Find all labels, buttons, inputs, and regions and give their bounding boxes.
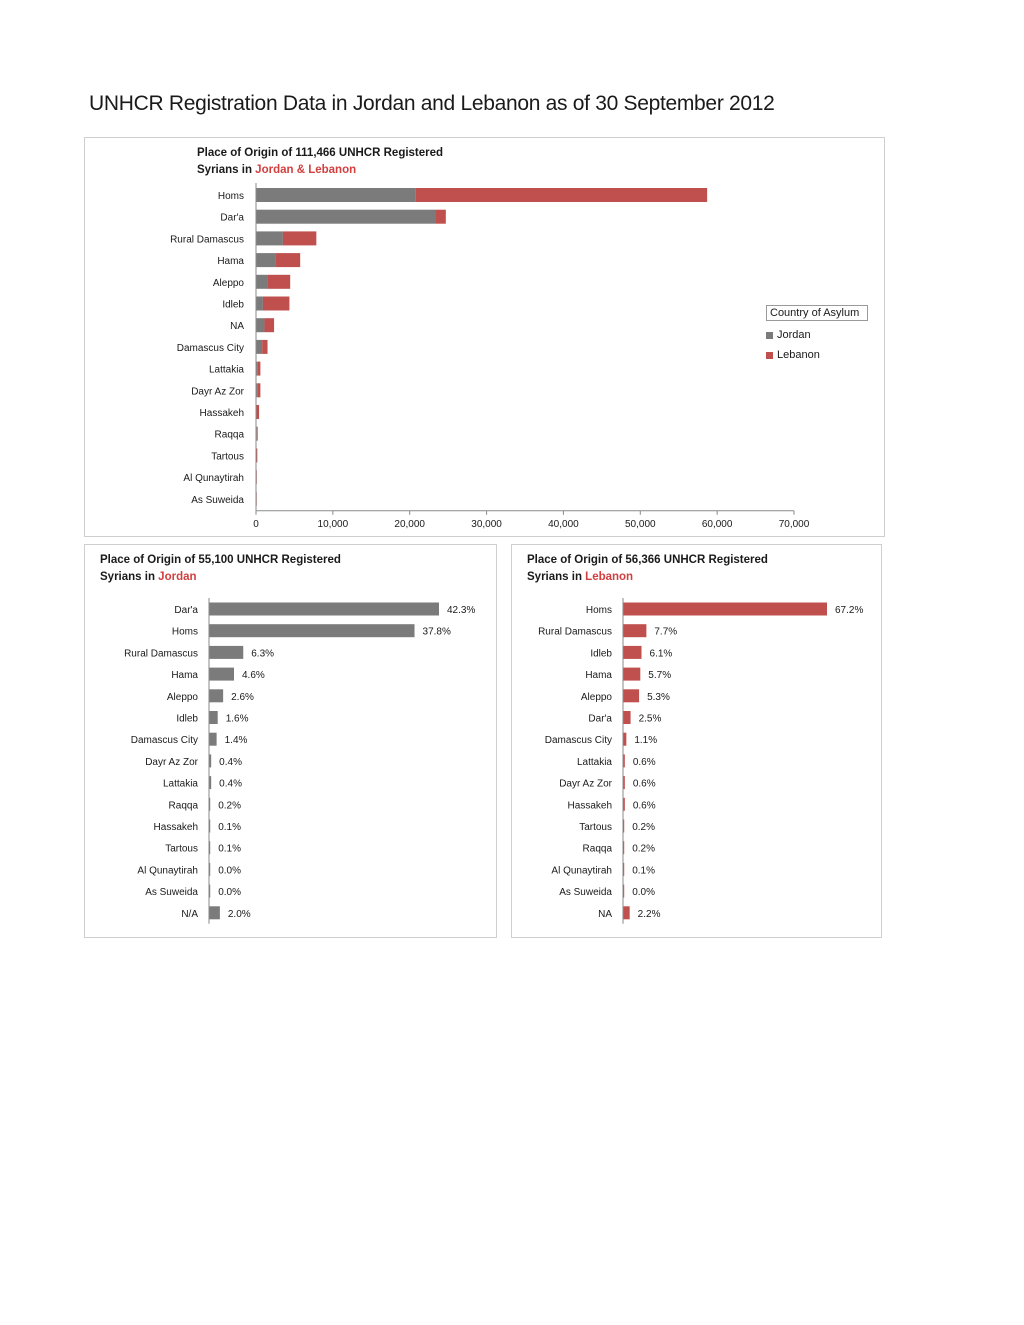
lebanon-category-label-al-qunaytirah: Al Qunaytirah	[551, 865, 612, 877]
jordan-data-label-rural-damascus: 6.3%	[251, 648, 275, 660]
lebanon-bar-dar-a	[623, 711, 631, 724]
jordan-data-label-n-a: 2.0%	[227, 908, 251, 920]
lebanon-category-label-rural-damascus: Rural Damascus	[538, 626, 612, 638]
combined-title-highlight: Jordan & Lebanon	[255, 164, 357, 176]
jordan-category-label-damascus-city: Damascus City	[130, 735, 198, 747]
bar-lebanon-na	[264, 318, 274, 332]
jordan-category-label-homs: Homs	[171, 626, 198, 638]
lebanon-data-label-al-qunaytirah: 0.1%	[632, 865, 655, 877]
lebanon-data-label-idleb: 6.1%	[649, 648, 673, 660]
bar-lebanon-aleppo	[267, 275, 290, 289]
x-tick-label-0: 0	[253, 518, 259, 530]
jordan-bar-hama	[209, 668, 234, 681]
lebanon-data-label-hassakeh: 0.6%	[632, 800, 656, 812]
jordan-data-label-dar-a: 42.3%	[447, 605, 476, 616]
jordan-category-label-dayr-az-zor: Dayr Az Zor	[145, 756, 198, 768]
jordan-category-label-tartous: Tartous	[165, 843, 198, 855]
lebanon-category-label-damascus-city: Damascus City	[544, 735, 612, 747]
category-label-hama: Hama	[217, 256, 244, 268]
x-tick-label-2: 20,000	[394, 518, 426, 530]
jordan-data-label-idleb: 1.6%	[225, 713, 249, 725]
lebanon-bar-hama	[623, 668, 640, 681]
lebanon-bar-damascus-city	[623, 733, 626, 746]
legend-item-lebanon	[766, 349, 868, 361]
x-tick-label-3: 30,000	[471, 518, 502, 530]
bar-lebanon-homs	[416, 188, 707, 202]
jordan-data-label-as-suweida: 0.0%	[218, 887, 241, 899]
bar-lebanon-lattakia	[258, 362, 261, 376]
jordan-category-label-hama: Hama	[171, 670, 198, 682]
x-tick-label-7: 70,000	[778, 518, 810, 530]
legend-label-jordan: Jordan	[777, 329, 811, 341]
lebanon-data-label-raqqa: 0.2%	[632, 843, 655, 855]
lebanon-category-label-lattakia: Lattakia	[576, 756, 612, 768]
jordan-data-label-hassakeh: 0.1%	[218, 822, 241, 833]
lebanon-data-label-rural-damascus: 7.7%	[654, 626, 678, 638]
jordan-title-highlight: Jordan	[158, 571, 197, 583]
lebanon-data-label-tartous: 0.2%	[632, 822, 655, 833]
jordan-data-label-hama: 4.6%	[242, 670, 265, 682]
lebanon-data-label-hama: 5.7%	[648, 670, 672, 682]
lebanon-data-label-lattakia: 0.6%	[632, 756, 656, 768]
jordan-bar-chart	[85, 545, 496, 937]
page-title: UNHCR Registration Data in Jordan and Lebanon as of 30 September 2012	[89, 92, 775, 115]
category-label-rural-damascus: Rural Damascus	[170, 234, 244, 246]
jordan-chart-panel	[84, 544, 497, 938]
jordan-category-label-aleppo: Aleppo	[166, 691, 198, 703]
category-label-damascus-city: Damascus City	[176, 342, 244, 354]
lebanon-data-label-na: 2.2%	[637, 908, 661, 920]
jordan-category-label-rural-damascus: Rural Damascus	[124, 648, 198, 660]
legend-swatch-jordan	[766, 332, 773, 339]
lebanon-bar-homs	[623, 603, 827, 616]
lebanon-category-label-as-suweida: As Suweida	[559, 887, 612, 899]
lebanon-bar-rural-damascus	[623, 624, 646, 637]
lebanon-title-line1: Place of Origin of 56,366 UNHCR Registered	[527, 554, 768, 566]
category-label-dar-a: Dar'a	[220, 212, 244, 224]
legend-swatch-lebanon	[766, 352, 773, 359]
jordan-category-label-al-qunaytirah: Al Qunaytirah	[137, 865, 198, 877]
x-tick-label-5: 50,000	[624, 518, 656, 530]
jordan-bar-idleb	[209, 711, 218, 724]
lebanon-data-label-dar-a: 2.5%	[638, 713, 662, 725]
bar-lebanon-hama	[276, 253, 301, 267]
bar-lebanon-dar-a	[435, 210, 446, 224]
lebanon-category-label-na: NA	[598, 908, 612, 920]
x-tick-label-1: 10,000	[317, 518, 349, 530]
jordan-data-label-damascus-city: 1.4%	[224, 735, 248, 747]
bar-lebanon-dayr-az-zor	[258, 383, 261, 397]
bar-jordan-aleppo	[256, 275, 267, 289]
bar-jordan-homs	[256, 188, 416, 202]
lebanon-category-label-hama: Hama	[585, 670, 612, 682]
bar-lebanon-idleb	[263, 297, 290, 311]
lebanon-title-highlight: Lebanon	[585, 571, 634, 583]
jordan-bar-homs	[209, 624, 415, 637]
lebanon-data-label-as-suweida: 0.0%	[632, 887, 655, 899]
lebanon-category-label-raqqa: Raqqa	[582, 843, 612, 855]
jordan-category-label-dar-a: Dar'a	[174, 605, 198, 616]
category-label-tartous: Tartous	[211, 451, 244, 463]
lebanon-category-label-hassakeh: Hassakeh	[567, 800, 612, 812]
category-label-aleppo: Aleppo	[212, 277, 244, 289]
lebanon-bar-chart	[512, 545, 881, 937]
jordan-bar-rural-damascus	[209, 646, 243, 659]
lebanon-data-label-homs: 67.2%	[835, 605, 864, 616]
lebanon-title-prefix: Syrians in	[527, 571, 586, 583]
lebanon-category-label-aleppo: Aleppo	[580, 691, 612, 703]
bar-lebanon-hassakeh	[256, 405, 259, 419]
bar-jordan-damascus-city	[256, 340, 262, 354]
category-label-dayr-az-zor: Dayr Az Zor	[191, 386, 244, 398]
combined-chart-panel	[84, 137, 885, 537]
jordan-category-label-lattakia: Lattakia	[162, 778, 198, 790]
jordan-category-label-idleb: Idleb	[176, 713, 198, 725]
lebanon-bar-na	[623, 906, 630, 919]
bar-lebanon-rural-damascus	[283, 231, 316, 245]
category-label-as-suweida: As Suweida	[191, 494, 244, 506]
bar-lebanon-tartous	[256, 448, 257, 462]
lebanon-data-label-aleppo: 5.3%	[647, 691, 670, 703]
bar-jordan-hama	[256, 253, 276, 267]
jordan-category-label-n-a: N/A	[181, 908, 198, 920]
lebanon-category-label-dayr-az-zor: Dayr Az Zor	[559, 778, 612, 790]
lebanon-chart-panel	[511, 544, 882, 938]
jordan-data-label-homs: 37.8%	[422, 626, 451, 638]
lebanon-bar-idleb	[623, 646, 642, 659]
jordan-bar-n-a	[209, 906, 220, 919]
jordan-category-label-as-suweida: As Suweida	[145, 887, 198, 899]
bar-jordan-idleb	[256, 297, 263, 311]
jordan-data-label-al-qunaytirah: 0.0%	[218, 865, 241, 877]
bar-lebanon-damascus-city	[262, 340, 267, 354]
legend-label-lebanon: Lebanon	[777, 349, 820, 361]
combined-title-prefix: Syrians in	[197, 164, 256, 176]
jordan-category-label-hassakeh: Hassakeh	[153, 822, 198, 833]
lebanon-category-label-dar-a: Dar'a	[588, 713, 612, 725]
jordan-bar-dar-a	[209, 603, 439, 616]
category-label-na: NA	[230, 321, 244, 333]
jordan-category-label-raqqa: Raqqa	[168, 800, 198, 812]
legend-title: Country of Asylum	[766, 305, 868, 321]
lebanon-category-label-homs: Homs	[585, 605, 612, 616]
combined-bar-chart	[85, 138, 884, 536]
jordan-data-label-aleppo: 2.6%	[231, 691, 254, 703]
combined-title-line1: Place of Origin of 111,466 UNHCR Registered	[197, 147, 444, 159]
jordan-data-label-tartous: 0.1%	[218, 843, 241, 855]
x-tick-label-6: 60,000	[701, 518, 733, 530]
category-label-raqqa: Raqqa	[214, 429, 244, 441]
jordan-data-label-lattakia: 0.4%	[219, 778, 242, 790]
lebanon-category-label-tartous: Tartous	[579, 822, 612, 833]
category-label-homs: Homs	[217, 191, 244, 202]
jordan-bar-damascus-city	[209, 733, 217, 746]
jordan-data-label-raqqa: 0.2%	[218, 800, 241, 812]
x-tick-label-4: 40,000	[548, 518, 579, 530]
category-label-hassakeh: Hassakeh	[199, 408, 244, 419]
bar-jordan-rural-damascus	[256, 231, 283, 245]
jordan-title-prefix: Syrians in	[100, 571, 159, 583]
lebanon-data-label-dayr-az-zor: 0.6%	[632, 778, 656, 790]
category-label-idleb: Idleb	[222, 299, 244, 311]
jordan-bar-aleppo	[209, 689, 223, 702]
legend-item-jordan	[766, 329, 868, 341]
category-label-al-qunaytirah: Al Qunaytirah	[183, 473, 244, 485]
bar-jordan-dar-a	[256, 210, 435, 224]
category-label-lattakia: Lattakia	[208, 364, 244, 376]
lebanon-category-label-idleb: Idleb	[590, 648, 612, 660]
bar-jordan-na	[256, 318, 264, 332]
jordan-title-line1: Place of Origin of 55,100 UNHCR Registered	[100, 554, 341, 566]
jordan-data-label-dayr-az-zor: 0.4%	[219, 756, 242, 768]
bar-lebanon-raqqa	[257, 427, 258, 441]
legend	[766, 305, 868, 361]
lebanon-bar-aleppo	[623, 689, 639, 702]
lebanon-data-label-damascus-city: 1.1%	[634, 735, 658, 747]
